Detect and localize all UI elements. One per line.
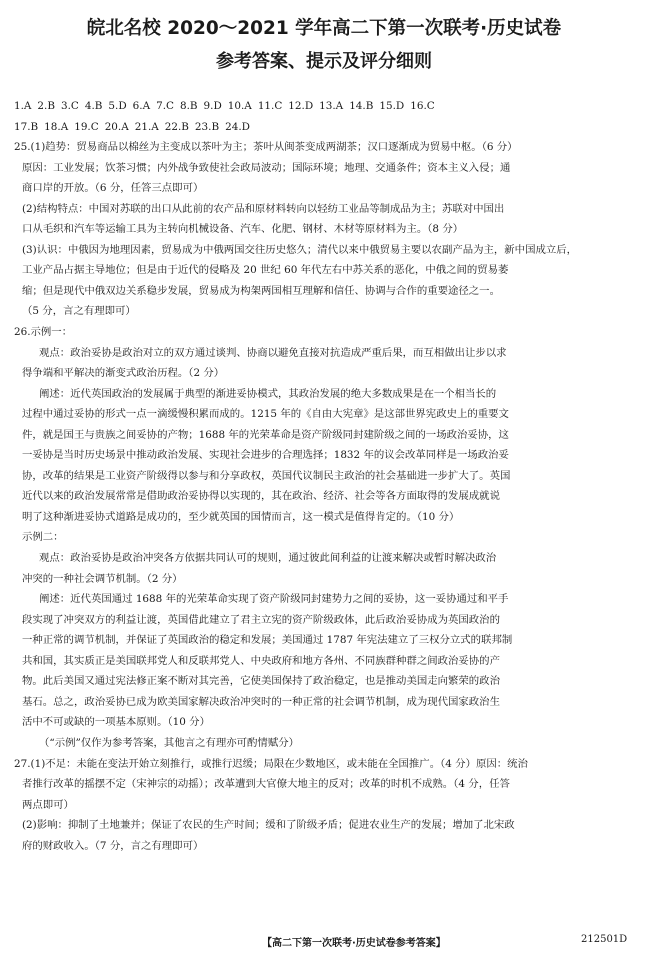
answer-item: 2.B bbox=[37, 100, 55, 112]
answer-item: 5.D bbox=[108, 100, 127, 112]
q26-ex1-explanation: 阐述：近代英国政治的发展属于典型的渐进妥协模式，其政治发展的绝大多数成果是在一个相当长的 bbox=[39, 387, 497, 400]
q26-ex2-explanation-cont-5: 基石。总之，政治妥协已成为欧美国家解决政治冲突时的一种正常的社会调节机制，成为现代国家政治生 bbox=[22, 695, 500, 708]
q27-shortcomings: 27.(1)不足：未能在变法开始立刻推行，或推行迟缓；局限在少数地区，或未能在全国推广。（4 分）原因：统治 bbox=[14, 757, 528, 770]
q26-ex2-viewpoint: 观点：政治妥协是政治冲突各方依据共同认可的规则，通过彼此间利益的让渡来解决或暂时解决政治 bbox=[39, 552, 497, 565]
q25-reasons-cont: 商口岸的开放。（6 分，任答三点即可） bbox=[22, 182, 204, 195]
q26-ex2-explanation-cont-4: 物。此后美国又通过宪法修正案不断对其完善，它使美国保持了政治稳定，也是推动美国走向繁荣的政治 bbox=[22, 675, 500, 688]
q26-ex1-viewpoint-cont: 得争端和平解决的渐变式政治历程。（2 分） bbox=[22, 367, 225, 380]
q25-reasons: 原因：工业发展；饮茶习惯；内外战争致使社会政局波动；国际环境；地理、交通条件；资本主义入侵；通 bbox=[22, 161, 511, 174]
answer-item: 24.D bbox=[225, 120, 250, 133]
q26-ex2-explanation-cont-6: 活中不可或缺的一项基本原则。（10 分） bbox=[22, 716, 210, 729]
answer-item: 9.D bbox=[203, 100, 222, 112]
q26-example-1-heading: 26.示例一： bbox=[14, 326, 73, 339]
q26-ex2-explanation-cont-2: 一种正常的调节机制，并保证了英国政治的稳定和发展；美国通过 1787 年宪法建立了三权分立式的联邦制 bbox=[22, 634, 513, 647]
q25-structure-cont: 口从毛织和汽车等运输工具为主转向机械设备、汽车、化肥、钢材、木材等原材料为主。（8 分） bbox=[22, 223, 464, 236]
q25-structure: (2)结构特点：中国对苏联的出口从此前的农产品和原材料转向以轻纺工业品等制成品为主；苏联对中国出 bbox=[22, 202, 505, 215]
answer-item: 19.C bbox=[74, 120, 99, 133]
q26-ex2-viewpoint-cont: 冲突的一种社会调节机制。（2 分） bbox=[22, 572, 183, 585]
q26-grading-note: （“示例”仅作为参考答案，其他言之有理亦可酌情赋分） bbox=[39, 736, 299, 749]
answer-item: 11.C bbox=[257, 100, 283, 112]
q27-influence: (2)影响：抑制了土地兼并；保证了农民的生产时间；缓和了阶级矛盾；促进农业生产的发展；增加了北宋政 bbox=[22, 819, 515, 832]
answer-item: 22.B bbox=[164, 120, 189, 133]
page-subtitle: 参考答案、提示及评分细则 bbox=[216, 51, 432, 72]
q26-ex1-explanation-cont-6: 明了这种渐进妥协式道路是成功的，至少就英国的国情而言，这一模式是值得肯定的。（10 分） bbox=[22, 510, 460, 523]
document-code: 212501D bbox=[581, 934, 628, 945]
answer-item: 23.B bbox=[194, 120, 220, 133]
answer-item: 8.B bbox=[179, 100, 198, 112]
q26-ex1-explanation-cont-3: 一妥协是当时历史场景中推动政治发展、实现社会进步的合理选择；1832 年的议会改革同样是一场政治妥 bbox=[22, 449, 509, 462]
answer-item: 7.C bbox=[156, 100, 174, 112]
q26-ex1-explanation-cont-2: 件，就是国王与贵族之间妥协的产物；1688 年的光荣革命是资产阶级同封建阶级之间的一场政治妥协，这 bbox=[22, 428, 509, 441]
answer-item: 17.B bbox=[14, 120, 39, 133]
answer-item: 16.C bbox=[410, 100, 435, 112]
q25-understanding-cont-2: 缩；但是现代中俄双边关系稳步发展，贸易成为构架两国相互理解和信任、协调与合作的重要途径之一。 bbox=[22, 284, 500, 297]
answer-item: 21.A bbox=[134, 120, 159, 133]
q26-ex1-explanation-cont-5: 近代以来的政治发展常常是借助政治妥协得以实现的，其在政治、经济、社会等各方面取得的发展成就说 bbox=[22, 490, 500, 503]
answer-item: 1.A bbox=[14, 100, 32, 112]
q25-understanding-cont-1: 工业产品占据主导地位；但是由于近代的侵略及 20 世纪 60 年代左右中苏关系的恶化，中俄之间的贸易萎 bbox=[22, 264, 509, 277]
page-title: 皖北名校 2020～2021 学年高二下第一次联考·历史试卷 bbox=[86, 18, 562, 39]
q26-ex2-explanation: 阐述：近代英国通过 1688 年的光荣革命实现了资产阶级同封建势力之间的妥协，这一妥协通过和平手 bbox=[39, 593, 509, 606]
answer-item: 13.A bbox=[319, 100, 344, 112]
q26-ex1-explanation-cont-4: 协，改革的结果是工业资产阶级得以参与和分享政权，英国代议制民主政治的社会基础进一步扩大了。英国 bbox=[22, 469, 511, 482]
q27-shortcomings-cont-2: 两点即可） bbox=[22, 798, 74, 811]
q27-shortcomings-cont-1: 者推行改革的摇摆不定（宋神宗的动摇）；改革遭到大官僚大地主的反对；改革的时机不成熟。（4 分，任答 bbox=[22, 778, 510, 791]
multiple-choice-answers-row-1 bbox=[14, 96, 636, 117]
answer-item: 3.C bbox=[60, 100, 79, 112]
q26-ex1-explanation-cont-1: 过程中通过妥协的形式一点一滴缓慢积累而成的。1215 年的《自由大宪章》是这部世界宪政史上的重要文 bbox=[22, 408, 509, 421]
answer-item: 6.A bbox=[132, 100, 151, 112]
answer-item: 10.A bbox=[227, 100, 252, 112]
answer-item: 18.A bbox=[44, 120, 69, 133]
answer-item: 15.D bbox=[379, 100, 405, 112]
q26-ex1-viewpoint: 观点：政治妥协是政治对立的双方通过谈判、协商以避免直接对抗造成严重后果，而互相做出让步以求 bbox=[39, 346, 507, 359]
q27-influence-cont: 府的财政收入。（7 分，言之有理即可） bbox=[22, 839, 204, 852]
q26-ex2-explanation-cont-1: 段实现了冲突双方的利益让渡，英国借此建立了君主立宪的资产阶级政体，此后政治妥协成为英国政治的 bbox=[22, 613, 500, 626]
answer-item: 4.B bbox=[84, 100, 103, 112]
multiple-choice-answers-row-2 bbox=[14, 117, 636, 138]
answer-item: 14.B bbox=[349, 100, 374, 112]
q26-example-2-heading: 示例二： bbox=[22, 531, 64, 544]
q25-trend: 25.(1)趋势：贸易商品以棉丝为主变成以茶叶为主；茶叶从闽茶变成两湖茶；汉口逐渐成为贸易中枢。（6 分） bbox=[14, 141, 518, 154]
q25-understanding-score: （5 分，言之有理即可） bbox=[22, 305, 136, 318]
answer-item: 20.A bbox=[104, 120, 129, 133]
q26-ex2-explanation-cont-3: 共和国，其实质正是美国联邦党人和反联邦党人、中央政府和地方各州、不同族群种群之间政治妥协的产 bbox=[22, 654, 500, 667]
footer-label: 【高二下第一次联考·历史试卷参考答案】 bbox=[262, 938, 446, 949]
answer-item: 12.D bbox=[288, 100, 314, 112]
q25-understanding: (3)认识：中俄因为地理因素，贸易成为中俄两国交往历史悠久；清代以来中俄贸易主要以农副产品为主，新中国成立后， bbox=[22, 243, 578, 256]
answer-body bbox=[14, 96, 636, 856]
